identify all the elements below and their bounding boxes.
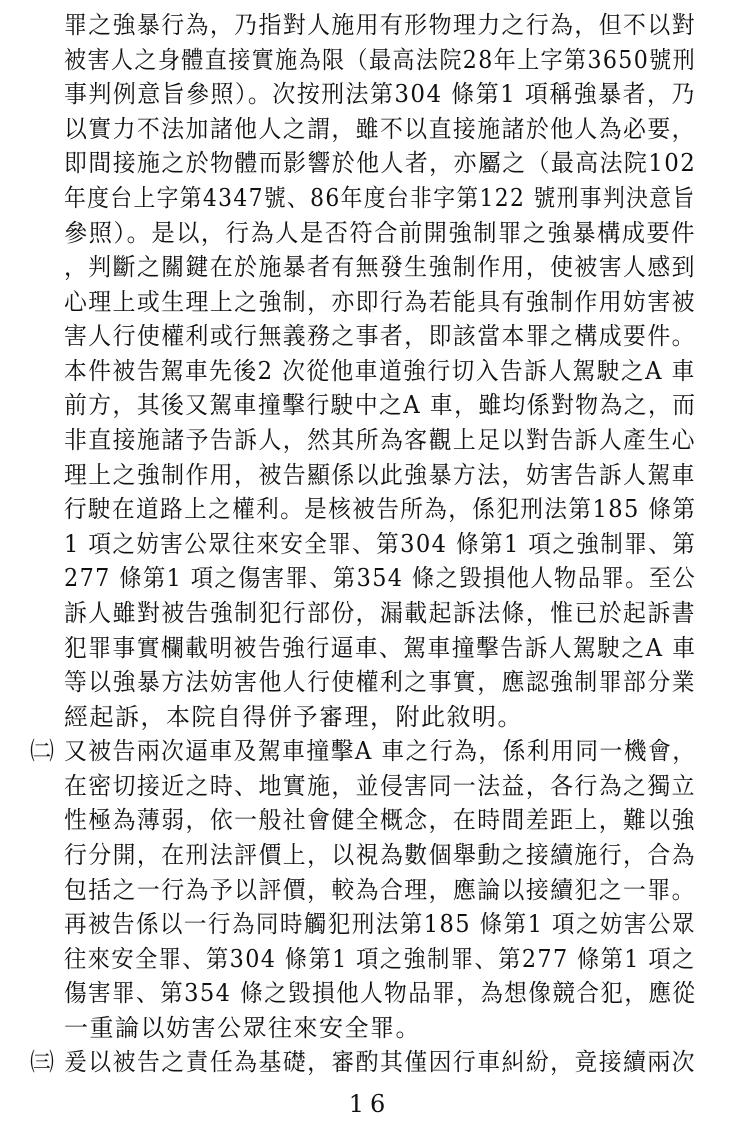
text-line: 前方，其後又駕車撞擊行駛中之A 車，雖均係對物為之，而	[64, 391, 697, 420]
text-line: 被害人之身體直接實施為限（最高法院28年上字第3650號刑	[64, 45, 697, 74]
text-line: 犯罪事實欄載明被告強行逼車、駕車撞擊告訴人駕駛之A 車	[64, 633, 697, 662]
text-line: 理上之強制作用，被告顯係以此強暴方法，妨害告訴人駕車	[64, 460, 696, 489]
text-line: 行分開，在刑法評價上，以視為數個舉動之接續施行，合為	[64, 840, 696, 869]
text-line: 非直接施諸予告訴人，然其所為客觀上足以對告訴人產生心	[64, 426, 696, 454]
text-line: 1 項之妨害公眾往來安全罪、第304 條第1 項之強制罪、第	[64, 529, 697, 558]
text-line: 性極為薄弱，依一般社會健全概念，在時間差距上，難以強	[64, 806, 696, 835]
text-line: 參照）。是以，行為人是否符合前開強制罪之強暴構成要件	[64, 218, 696, 247]
text-line: 277 條第1 項之傷害罪、第354 條之毀損他人物品罪。至公	[64, 564, 697, 593]
text-line: 等以強暴方法妨害他人行使權利之事實，應認強制罪部分業	[64, 668, 696, 696]
text-line: 罪之強暴行為，乃指對人施用有形物理力之行為，但不以對	[64, 11, 696, 39]
text-line: 本件被告駕車先後2 次從他車道強行切入告訴人駕駛之A 車	[64, 356, 696, 385]
text-line: 又被告兩次逼車及駕車撞擊A 車之行為，係利用同一機會，	[64, 737, 697, 766]
text-line: 行駛在道路上之權利。是核被告所為，係犯刑法第185 條第	[64, 495, 697, 524]
text-line: 爰以被告之責任為基礎，審酌其僅因行車糾紛，竟接續兩次	[64, 1048, 696, 1077]
text-line: 一重論以妨害公眾往來安全罪。	[64, 1013, 421, 1042]
text-line: 事判例意旨參照）。次按刑法第304 條第1 項稱強暴者，乃	[64, 80, 696, 109]
text-line: ，判斷之關鍵在於施暴者有無發生強制作用，使被害人感到	[64, 253, 696, 282]
text-line: 經起訴，本院自得併予審理，附此敘明。	[64, 702, 523, 731]
paragraph-marker: ㈡	[30, 737, 54, 766]
paragraph-marker: ㈢	[30, 1048, 54, 1077]
text-line: 再被告係以一行為同時觸犯刑法第185 條第1 項之妨害公眾	[64, 910, 696, 939]
text-line: 在密切接近之時、地實施，並侵害同一法益，各行為之獨立	[64, 771, 696, 800]
text-line: 往來安全罪、第304 條第1 項之強制罪、第277 條第1 項之	[64, 944, 696, 973]
text-line: 以實力不法加諸他人之謂，雖不以直接施諸於他人為必要，	[64, 114, 696, 143]
text-line: 心理上或生理上之強制，亦即行為若能具有強制作用妨害被	[64, 287, 696, 316]
text-line: 訴人雖對被告強制犯行部份，漏載起訴法條，惟已於起訴書	[64, 598, 696, 627]
page-number: 16	[348, 1090, 392, 1118]
text-line: 年度台上字第4347號、86年度台非字第122 號刑事判決意旨	[64, 183, 696, 212]
text-line: 包括之一行為予以評價，較為合理，應論以接續犯之一罪。	[64, 875, 696, 904]
text-line: 傷害罪、第354 條之毀損他人物品罪，為想像競合犯，應從	[64, 979, 697, 1008]
text-line: 即間接施之於物體而影響於他人者，亦屬之（最高法院102	[64, 149, 697, 178]
text-line: 害人行使權利或行無義務之事者，即該當本罪之構成要件。	[64, 322, 696, 351]
